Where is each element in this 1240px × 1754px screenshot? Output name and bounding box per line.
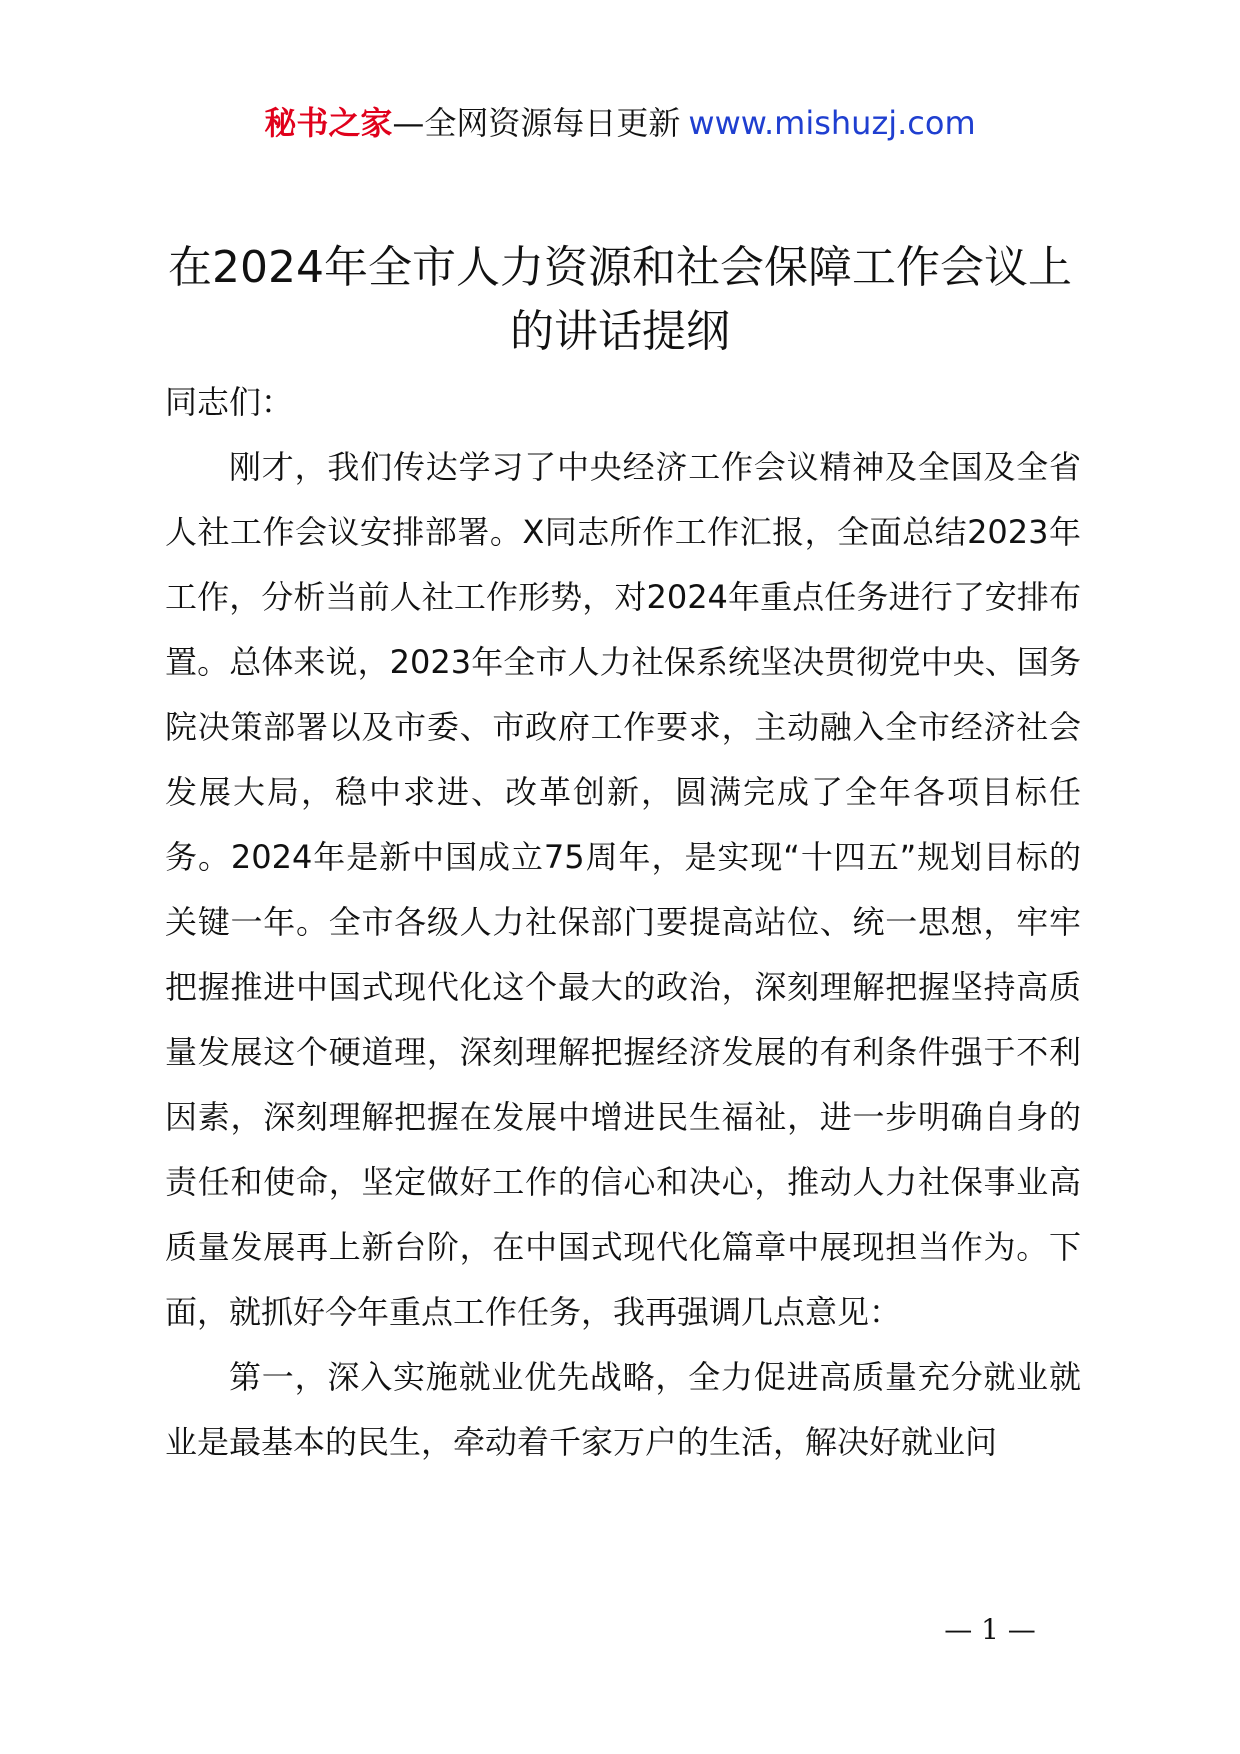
- site-brand: 秘书之家: [264, 104, 393, 142]
- site-header: [0, 100, 1240, 146]
- site-tagline: —全网资源每日更新: [392, 104, 681, 142]
- salutation: 同志们：: [165, 383, 294, 421]
- page-number: — 1 —: [944, 1613, 1036, 1646]
- document-body: [165, 370, 1081, 1475]
- site-url-link[interactable]: www.mishuzj.com: [688, 104, 976, 142]
- document-title: 在2024年全市人力资源和社会保障工作会议上的讲话提纲: [168, 242, 1072, 357]
- body-paragraph: 刚才，我们传达学习了中央经济工作会议精神及全国及全省人社工作会议安排部署。X同志所作工作汇报，全面总结2023年工作，分析当前人社工作形势，对2024年重点任务进行了安排布置。总体来说，2023年全市人力社保系统坚决贯彻党中央、国务院决策部署以及市委、市政府工作要求，主动融入全市经济社会发展大局，稳中求进、改革创新，圆满完成了全年各项目标任务。2024年是新中国成立75周年，是实现“十四五”规划目标的关键一年。全市各级人力社保部门要提高站位、统一思想，牢牢把握推进中国式现代化这个最大的政治，深刻理解把握坚持高质量发展这个硬道理，深刻理解把握经济发展的有利条件强于不利因素，深刻理解把握在发展中增进民生福祉，进一步明确自身的责任和使命，坚定做好工作的信心和决心，推动人力社保事业高质量发展再上新台阶，在中国式现代化篇章中展现担当作为。下面，就抓好今年重点工作任务，我再强调几点意见：: [165, 448, 1081, 1331]
- body-paragraph: 第一，深入实施就业优先战略，全力促进高质量充分就业就业是最基本的民生，牵动着千家万户的生活，解决好就业问: [165, 1358, 1081, 1461]
